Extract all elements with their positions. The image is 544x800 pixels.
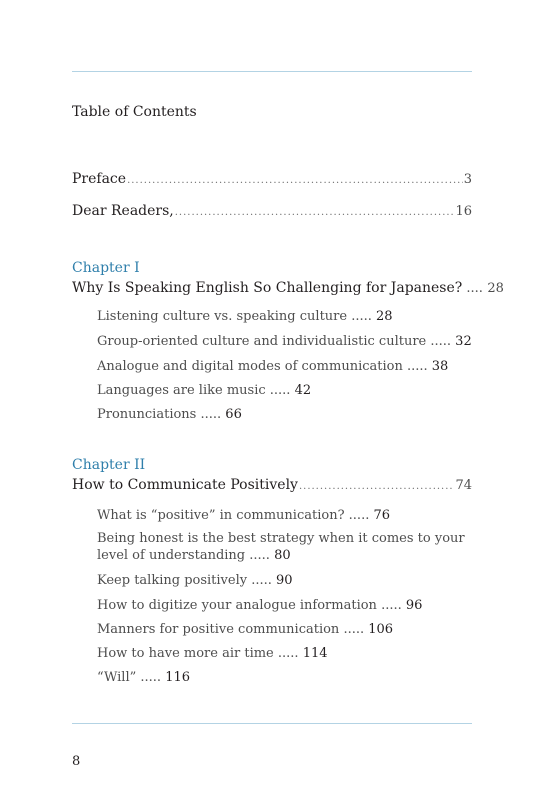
- chapter-1-number: Chapter I: [72, 260, 140, 276]
- section-page: 76: [373, 508, 391, 523]
- section-text: Listening culture vs. speaking culture .....: [97, 309, 372, 324]
- toc-title: Table of Contents: [72, 104, 197, 120]
- top-rule: [72, 71, 472, 72]
- section-text: Being honest is the best strategy when it comes to your level of understanding .....: [97, 531, 465, 563]
- dot-leader: [299, 481, 454, 492]
- chapter-2-number: Chapter II: [72, 457, 146, 473]
- bottom-rule: [72, 723, 472, 724]
- section-item[interactable]: [97, 333, 472, 350]
- section-text: How to digitize your analogue information .....: [97, 598, 402, 613]
- entry-label: Dear Readers,: [72, 203, 174, 219]
- section-page: 90: [276, 573, 293, 588]
- chapter-2-title[interactable]: [72, 477, 472, 493]
- entry-page: 16: [455, 204, 472, 219]
- section-page: 66: [225, 407, 242, 422]
- section-text: Keep talking positively .....: [97, 573, 272, 588]
- section-item[interactable]: [97, 530, 472, 564]
- section-page: 80: [274, 548, 291, 563]
- chapter-page: 74: [455, 478, 472, 493]
- chapter-page: 28: [487, 281, 504, 296]
- section-page: 106: [368, 622, 394, 637]
- section-text: Pronunciations .....: [97, 407, 222, 422]
- chapter-1-title[interactable]: [72, 280, 504, 296]
- section-item[interactable]: [97, 308, 472, 325]
- section-text: Group-oriented culture and individualistic culture .....: [97, 334, 452, 349]
- section-item[interactable]: [97, 358, 472, 375]
- section-page: 114: [302, 646, 328, 661]
- section-text: Manners for positive communication .....: [97, 622, 365, 637]
- toc-entry-dear-readers[interactable]: [72, 203, 472, 219]
- section-page: 28: [376, 309, 393, 324]
- chapter-title-text: How to Communicate Positively: [72, 477, 298, 493]
- section-item[interactable]: [97, 645, 472, 662]
- section-page: 116: [165, 670, 191, 685]
- section-text: “Will” .....: [97, 670, 162, 685]
- section-item[interactable]: [97, 507, 472, 524]
- section-page: 38: [431, 359, 449, 374]
- dot-leader: [175, 207, 455, 218]
- entry-label: Preface: [72, 171, 127, 187]
- entry-page: 3: [463, 172, 472, 187]
- section-item[interactable]: [97, 572, 472, 589]
- chapter-title-text: Why Is Speaking English So Challenging for Japanese?: [72, 280, 463, 296]
- dot-leader: [127, 175, 463, 186]
- section-text: Analogue and digital modes of communication .....: [97, 359, 428, 374]
- section-item[interactable]: [97, 406, 472, 423]
- section-text: What is “positive” in communication? .....: [97, 508, 370, 523]
- page-number: 8: [72, 754, 81, 769]
- section-page: 42: [294, 383, 312, 398]
- section-text: How to have more air time .....: [97, 646, 299, 661]
- chapter-title-leader: ....: [462, 281, 483, 296]
- section-page: 32: [455, 334, 472, 349]
- section-page: 96: [405, 598, 423, 613]
- toc-entry-preface[interactable]: [72, 171, 472, 187]
- section-item[interactable]: [97, 597, 472, 614]
- section-item[interactable]: [97, 382, 472, 399]
- section-item[interactable]: [97, 621, 472, 638]
- section-text: Languages are like music .....: [97, 383, 291, 398]
- section-item[interactable]: [97, 669, 472, 686]
